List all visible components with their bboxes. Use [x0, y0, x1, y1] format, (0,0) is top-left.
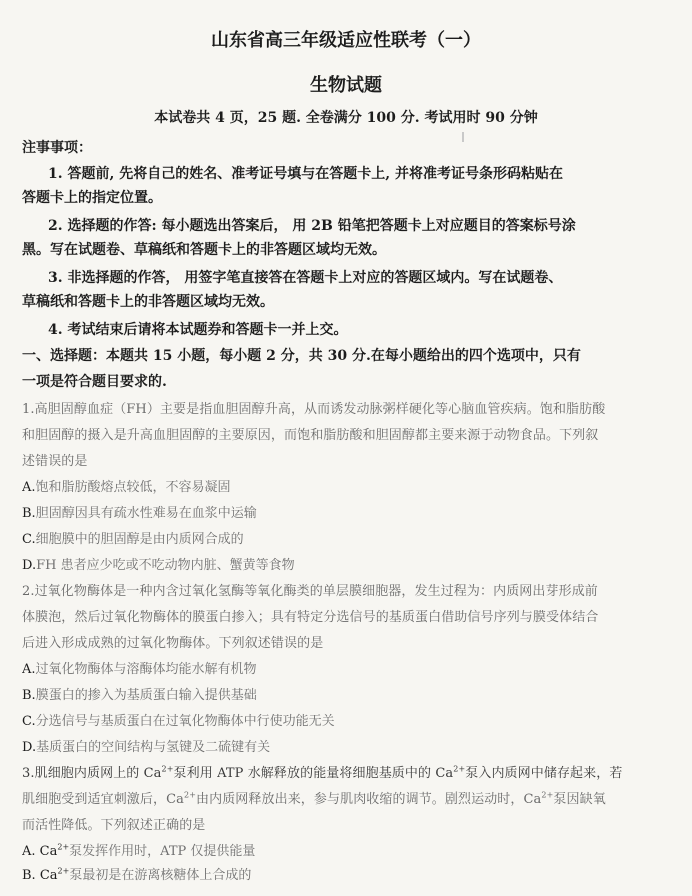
section-heading-cont: 一项是符合题目要求的.: [22, 374, 167, 390]
question-3-stem: 而活性降低。下列叙述正确的是: [22, 818, 206, 833]
question-3-option-b: B. $Ca^{2+}$泵最初是在游离核糖体上合成的: [22, 866, 252, 883]
exam-info: 本试卷共 4 页，25 题. 全卷满分 100 分. 考试用时 90 分钟: [154, 110, 538, 126]
notice-line: 2. 选择题的作答: 每小题选出答案后， 用 2B 铅笔把答题卡上对应题目的答案标号涂: [48, 218, 576, 234]
question-2-option-a: A.过氧化物酶体与溶酶体均能水解有机物: [22, 662, 257, 677]
notice-heading: 注事事项：: [22, 140, 92, 156]
notice-line: 3. 非选择题的作答， 用签字笔直接答在答题卡上对应的答题区域内。写在试题卷、: [48, 270, 563, 286]
question-1-option-d: D.FH 患者应少吃或不吃动物内脏、蟹黄等食物: [22, 558, 295, 573]
question-2-option-b: B.膜蛋白的掺入为基质蛋白输入提供基础: [22, 688, 257, 703]
notice-line: 答题卡上的指定位置。: [22, 190, 162, 206]
question-2-option-c: C.分选信号与基质蛋白在过氧化物酶体中行使功能无关: [22, 714, 335, 729]
question-3-option-a: A. $Ca^{2+}$泵发挥作用时，ATP 仅提供能量: [22, 842, 256, 859]
question-1-option-c: C.细胞膜中的胆固醇是由内质网合成的: [22, 532, 244, 547]
question-1-stem: 和胆固醇的摄入是升高血胆固醇的主要原因，而饱和脂肪酸和胆固醇都主要来源于动物食品。下列叙: [22, 428, 599, 443]
question-2-option-d: D.基质蛋白的空间结构与氢键及二硫键有关: [22, 740, 271, 755]
question-1-option-a: A.饱和脂肪酸熔点较低，不容易凝固: [22, 480, 231, 495]
question-2-stem: 体膜泡，然后过氧化物酶体的膜蛋白掺入；具有特定分选信号的基质蛋白借助信号序列与膜受体结合: [22, 610, 599, 625]
question-2-stem: 2.过氧化物酶体是一种内含过氧化氢酶等氧化酶类的单层膜细胞器，发生过程为：内质网出芽形成前: [22, 584, 598, 599]
question-1-stem: 述错误的是: [22, 454, 88, 469]
question-1-stem: 1.高胆固醇血症（FH）主要是指血胆固醇升高，从而诱发动脉粥样硬化等心脑血管疾病。饱和脂肪酸: [22, 402, 606, 417]
question-3-stem: 肌细胞受到适宜刺激后，$Ca^{2+}$由内质网释放出来，参与肌肉收缩的调节。剧烈运动时，$Ca^{2+}$泵因缺氧: [22, 790, 606, 807]
question-2-stem: 后进入形成成熟的过氧化物酶体。下列叙述错误的是: [22, 636, 324, 651]
question-1-option-b: B.胆固醇因具有疏水性难易在血浆中运输: [22, 506, 257, 521]
notice-line: 草稿纸和答题卡上的非答题区域均无效。: [22, 294, 274, 310]
notice-line: 4. 考试结束后请将本试题券和答题卡一并上交。: [48, 322, 348, 338]
notice-line: 黑。写在试题卷、草稿纸和答题卡上的非答题区域均无效。: [22, 242, 386, 258]
question-3-stem: 3.肌细胞内质网上的 $Ca^{2+}$泵利用 ATP 水解释放的能量将细胞基质中的 $Ca^{2+}$泵入内质网中储存起来，若: [22, 764, 623, 781]
section-heading: 一、选择题：本题共 15 小题，每小题 2 分，共 30 分.在每小题给出的四个选项中，只有: [22, 348, 581, 364]
notice-line: 1. 答题前, 先将自己的姓名、准考证号填与在答题卡上, 并将准考证号条形码粘贴在: [48, 166, 563, 182]
subject-title: 生物试题: [310, 75, 382, 96]
exam-title: 山东省高三年级适应性联考（一）: [211, 30, 481, 51]
